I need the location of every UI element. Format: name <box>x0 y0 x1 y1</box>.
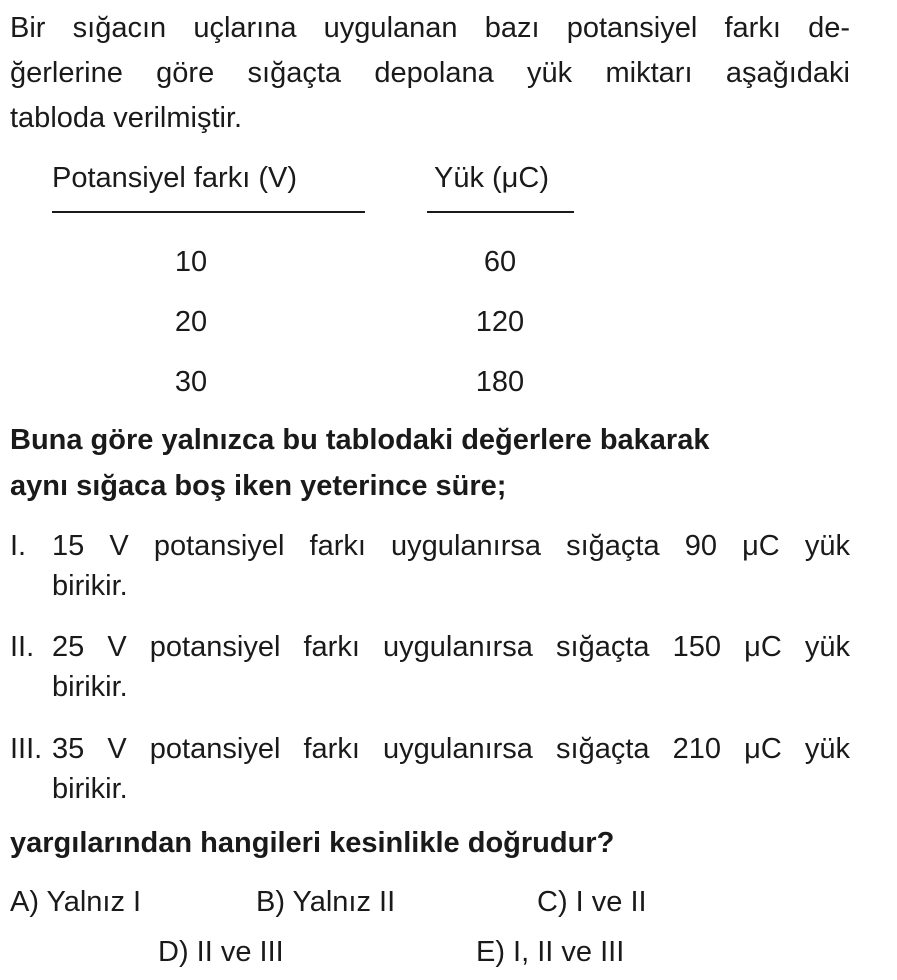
header-underline-voltage <box>52 211 365 213</box>
statement-text: 35 V potansiyel farkı uygulanırsa sığaçta 210 μC yük <box>52 733 850 765</box>
option-d[interactable]: D) II ve III <box>158 936 284 968</box>
statement-text: 15 V potansiyel farkı uygulanırsa sığaçta 90 μC yük <box>52 530 850 562</box>
option-a[interactable]: A) Yalnız I <box>10 886 142 918</box>
option-e[interactable]: E) I, II ve III <box>476 936 625 968</box>
question-text <box>10 417 850 509</box>
option-c[interactable]: C) I ve II <box>537 886 647 918</box>
statement-text: 25 V potansiyel farkı uygulanırsa sığaçta 150 μC yük <box>52 631 850 663</box>
question-line-2: aynı sığaca boş iken yeterince süre; <box>10 470 507 502</box>
statement-number: II. <box>10 631 35 663</box>
statement-number: III. <box>10 733 43 765</box>
question-prompt: yargılarından hangileri kesinlikle doğrudur? <box>10 827 615 859</box>
table-header-charge: Yük (μC) <box>434 162 549 194</box>
table-cell: 30 <box>174 366 208 398</box>
header-underline-charge <box>427 211 574 213</box>
table-cell: 180 <box>475 366 525 398</box>
intro-line-3: tabloda verilmiştir. <box>10 102 243 134</box>
option-b[interactable]: B) Yalnız II <box>256 886 396 918</box>
table-header-voltage: Potansiyel farkı (V) <box>52 162 297 194</box>
statement-number: I. <box>10 530 27 562</box>
table-cell: 10 <box>174 246 208 278</box>
statement-1 <box>10 526 850 606</box>
statement-continuation: birikir. <box>52 671 128 703</box>
statement-3 <box>10 729 850 809</box>
intro-line-2: ğerlerine göre sığaçta depolana yük miktarı aşağıdaki <box>10 57 850 89</box>
statement-continuation: birikir. <box>52 570 128 602</box>
table-cell: 20 <box>174 306 208 338</box>
intro-paragraph <box>10 6 850 141</box>
table-cell: 120 <box>475 306 525 338</box>
intro-line-1: Bir sığacın uçlarına uygulanan bazı potansiyel farkı de- <box>10 12 850 44</box>
question-line-1: Buna göre yalnızca bu tablodaki değerlere bakarak <box>10 424 710 456</box>
statement-continuation: birikir. <box>52 773 128 805</box>
statement-2 <box>10 627 850 707</box>
table-cell: 60 <box>483 246 517 278</box>
